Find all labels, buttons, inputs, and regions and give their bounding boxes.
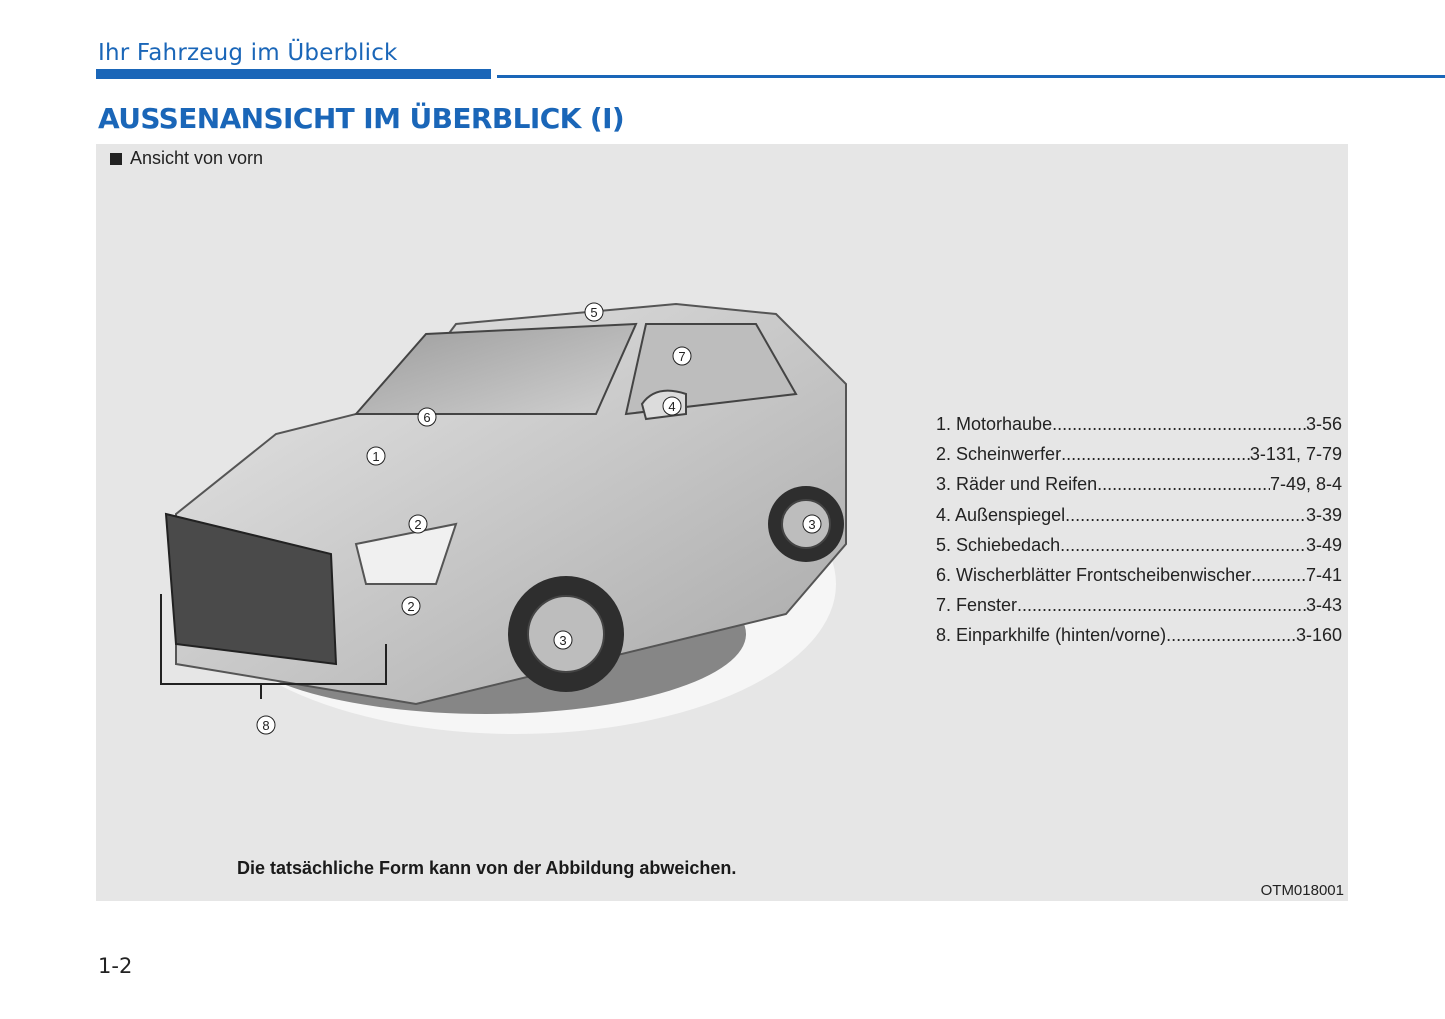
- callout-5: 5: [590, 305, 598, 320]
- callout-2a: 2: [414, 517, 422, 532]
- parts-list-item: 5. Schiebedach ..... 3-49: [936, 530, 1342, 560]
- header-rule-thin: [497, 75, 1445, 78]
- parts-list-item: 1. Motorhaube ..... 3-56: [936, 409, 1342, 439]
- figure-code: OTM018001: [1260, 882, 1344, 899]
- parts-list-item: 3. Räder und Reifen ..... 7-49, 8-4: [936, 469, 1342, 499]
- callout-2b: 2: [407, 599, 415, 614]
- page-number: 1-2: [98, 954, 133, 978]
- callout-8: 8: [262, 718, 270, 733]
- parts-list-item: 7. Fenster ..... 3-43: [936, 590, 1342, 620]
- car-illustration: [156, 284, 876, 764]
- callout-1: 1: [372, 449, 380, 464]
- disclaimer: Die tatsächliche Form kann von der Abbildung abweichen.: [237, 858, 737, 878]
- parts-list-item: 8. Einparkhilfe (hinten/vorne) ..... 3-160: [936, 620, 1342, 650]
- callout-4: 4: [668, 399, 676, 414]
- page-heading: AUSSENANSICHT IM ÜBERBLICK (I): [98, 102, 625, 135]
- callout-3b: 3: [808, 517, 816, 532]
- view-label: [110, 148, 263, 169]
- parts-list: [936, 409, 1342, 651]
- callout-3a: 3: [559, 633, 567, 648]
- parts-list-item: 2. Scheinwerfer ..... 3-131, 7-79: [936, 439, 1342, 469]
- parts-list-item: 6. Wischerblätter Frontscheibenwischer ..... 7-41: [936, 560, 1342, 590]
- section-title: Ihr Fahrzeug im Überblick: [98, 40, 398, 66]
- parts-list-item: 4. Außenspiegel ..... 3-39: [936, 500, 1342, 530]
- illustration-panel: [96, 144, 1348, 901]
- view-label-text: Ansicht von vorn: [130, 148, 264, 168]
- callout-6: 6: [423, 410, 431, 425]
- square-bullet-icon: [110, 153, 122, 165]
- callout-7: 7: [678, 349, 686, 364]
- header-rule-thick: [96, 69, 491, 79]
